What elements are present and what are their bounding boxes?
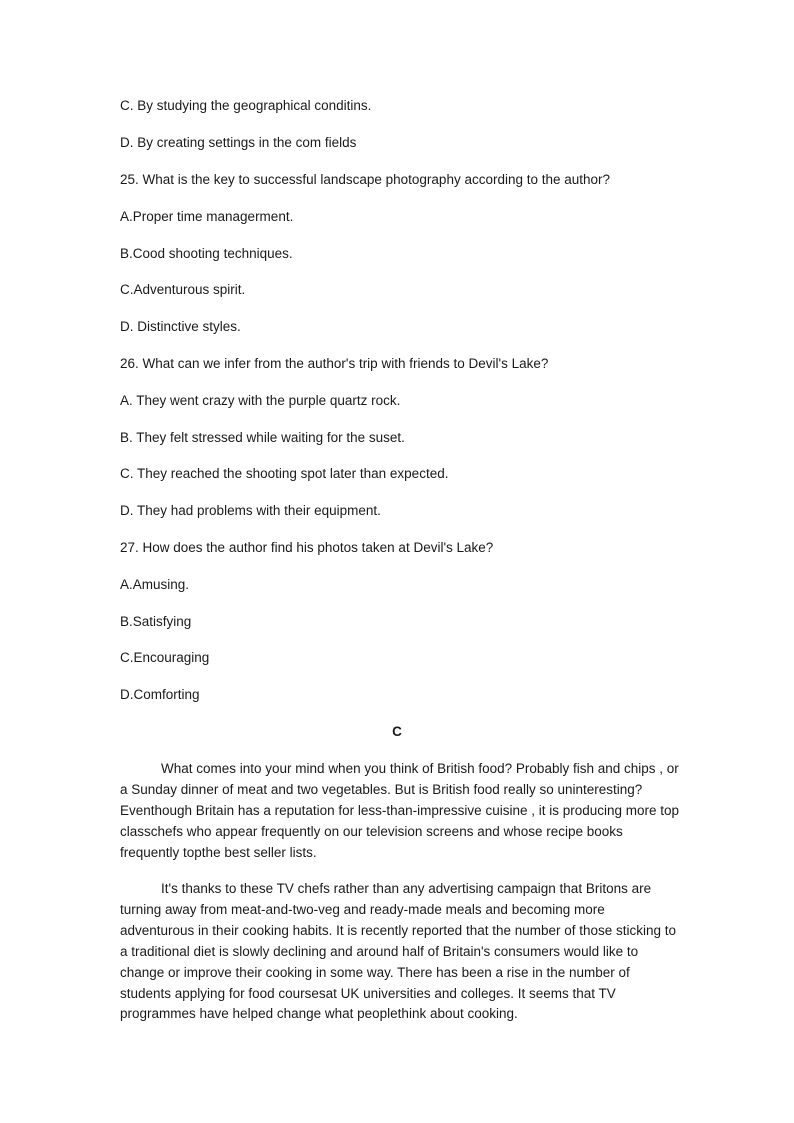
section-c-paragraph-2: It's thanks to these TV chefs rather than any advertising campaign that Britons are turning away from meat-and-two-veg and ready-made meals and becoming more adventurous in their cooking habits. It is recently reported that the number of those sticking to a traditional diet is slowly declining and around half of Britain's consumers would like to change or improve their cooking in some way. There has been a rise in the number of students applying for food coursesat UK universities and colleges. It seems that TV programmes have helped change what peoplethink about cooking. [120, 881, 677, 1022]
q25-option-c: C.Adventurous spirit. [120, 282, 246, 297]
q26-question: 26. What can we infer from the author's trip with friends to Devil's Lake? [120, 356, 549, 371]
q26-option-a: A. They went crazy with the purple quartz rock. [120, 393, 401, 408]
section-c-heading: C [392, 724, 402, 739]
q24-option-d: D. By creating settings in the com fields [120, 135, 357, 150]
q26-option-b: B. They felt stressed while waiting for the suset. [120, 430, 405, 445]
q25-question: 25. What is the key to successful landscape photography according to the author? [120, 172, 611, 187]
q24-option-c: C. By studying the geographical conditins. [120, 98, 372, 113]
q27-option-d: D.Comforting [120, 687, 200, 702]
q25-option-a: A.Proper time managerment. [120, 209, 294, 224]
q25-option-d: D. Distinctive styles. [120, 319, 241, 334]
section-c-paragraph-1: What comes into your mind when you think of British food? Probably fish and chips , or a Sunday dinner of meat and two vegetables. But is British food really so uninteresting? Eventhough Britain has a reputation for less-than-impressive cuisine , it is producing more top classchefs who appear frequently on our television screens and whose recipe books frequently topthe best seller lists. [120, 761, 680, 860]
q26-option-d: D. They had problems with their equipment. [120, 503, 381, 518]
q26-option-c: C. They reached the shooting spot later than expected. [120, 466, 449, 481]
q27-option-a: A.Amusing. [120, 577, 190, 592]
q27-question: 27. How does the author find his photos taken at Devil's Lake? [120, 540, 494, 555]
q27-option-c: C.Encouraging [120, 650, 210, 665]
q25-option-b: B.Cood shooting techniques. [120, 246, 293, 261]
q27-option-b: B.Satisfying [120, 614, 192, 629]
